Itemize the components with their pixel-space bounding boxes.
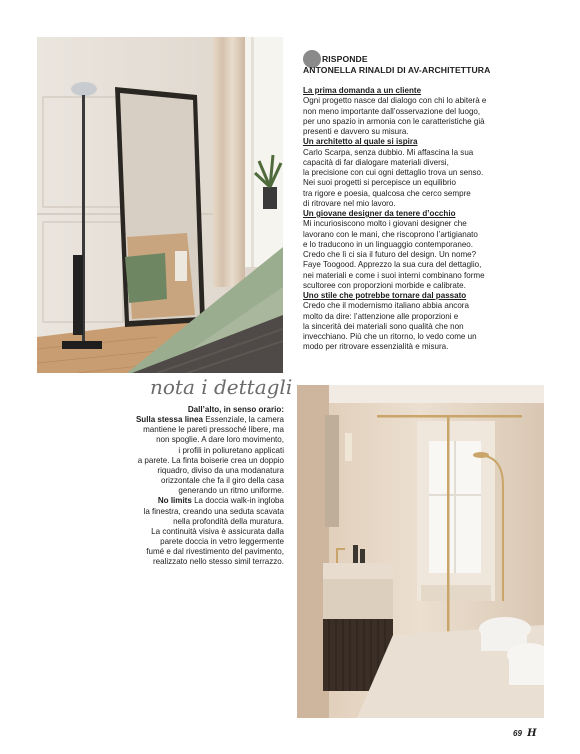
caption-line: No limits La doccia walk-in ingloba: [157, 496, 284, 506]
answer-line: Nei suoi progetti si percepisce un equilibrio: [303, 178, 456, 188]
question: Un architetto al quale si ispira: [303, 137, 418, 147]
answer-line: capacità di far dialogare materiali diversi,: [303, 157, 449, 167]
caption-line: La continuità visiva è assicurata dalla: [151, 526, 284, 536]
answer-line: Faye Toogood. Apprezzo la sua cura del dettaglio,: [303, 260, 482, 270]
caption-line: fumé e dal rivestimento del pavimento,: [146, 547, 284, 557]
answer-line: molto da dire: l’attenzione alle proporzioni e: [303, 311, 459, 321]
answer-line: la precisione con cui ogni dettaglio trova un senso.: [303, 168, 484, 177]
answer-line: non meno importante dall’osservazione del luogo,: [303, 106, 481, 116]
answer-line: nei materiali e come i suoi interni combinano forme: [303, 270, 485, 280]
caption-line: parete doccia in vetro leggermente: [160, 537, 284, 547]
answer-line: la sincerità dei materiali sono qualità che non: [303, 321, 464, 331]
qa-section: [303, 137, 519, 209]
caption-line: i profili in poliuretano applicati: [178, 445, 284, 455]
caption-line: orizzontale che fa il giro della casa: [160, 476, 284, 486]
answer-line: Carlo Scarpa, senza dubbio. Mi affascina la sua: [303, 147, 474, 157]
answer-line: lavorano con le mani, che riscoprono l’artigianato: [303, 229, 478, 239]
caption-line: riquadro, diviso da una modanatura: [157, 465, 284, 475]
photo-captions: [118, 405, 284, 568]
details-title: nota i dettagli: [150, 375, 293, 399]
question: Uno stile che potrebbe tornare dal passato: [303, 291, 467, 300]
answer-line: per uno spazio in armonia con le caratteristiche già: [303, 116, 485, 126]
interview-author: ANTONELLA RINALDI DI AV-ARCHITETTURA: [303, 65, 491, 75]
caption-line: la finestra, creando una seduta scavata: [143, 506, 284, 516]
answer-line: Credo che lì ci sia il futuro del design. Un nome?: [303, 250, 477, 259]
captions-intro: Dall’alto, in senso orario:: [187, 405, 284, 414]
magazine-logo: H: [527, 728, 537, 739]
answer-line: e lo traducono in un linguaggio contemporaneo.: [303, 239, 474, 249]
answer-line: Mi incuriosiscono molto i giovani designer che: [303, 219, 467, 229]
caption-line: a parete. La finta boiserie crea un doppio: [137, 455, 284, 465]
page-number: 69: [513, 729, 522, 738]
caption-line: generando un ritmo uniforme.: [178, 486, 284, 496]
question: La prima domanda a un cliente: [303, 86, 422, 95]
bathroom-photo: [297, 385, 544, 718]
qa-section: [303, 209, 519, 291]
caption-line: Sulla stessa linea Essenziale, la camera: [135, 415, 284, 425]
question: Un giovane designer da tenere d’occhio: [303, 209, 456, 218]
answer-line: Ogni progetto nasce dal dialogo con chi lo abiterà e: [303, 96, 487, 106]
answer-line: di ritrovare nel mio lavoro.: [303, 198, 396, 208]
answer-line: tra rigore e poesia, qualcosa che cerco sempre: [303, 188, 471, 198]
answer-line: presenti e davvero su misura.: [303, 127, 409, 136]
interview-body: [303, 86, 519, 353]
page-folio: [513, 728, 537, 739]
qa-section: [303, 86, 519, 137]
interview-kicker: RISPONDE: [322, 54, 368, 64]
qa-section: [303, 291, 519, 353]
bedroom-photo: [37, 37, 283, 373]
caption-line: non spoglie. A dare loro movimento,: [156, 435, 284, 445]
answer-line: Credo che il modernismo italiano abbia ancora: [303, 301, 469, 311]
answer-line: scultoree con proporzioni morbide e calibrate.: [303, 280, 466, 290]
answer-line: modo per ritrovare essenzialità e misura.: [303, 342, 449, 352]
caption-line: nella profondità della muratura.: [173, 516, 284, 526]
caption-line: mantiene le pareti pressoché libere, ma: [143, 425, 284, 435]
answer-line: invecchiano. Più che un ritorno, lo vedo come un: [303, 332, 477, 341]
caption-line: realizzato nello stesso simil terrazzo.: [152, 557, 284, 567]
